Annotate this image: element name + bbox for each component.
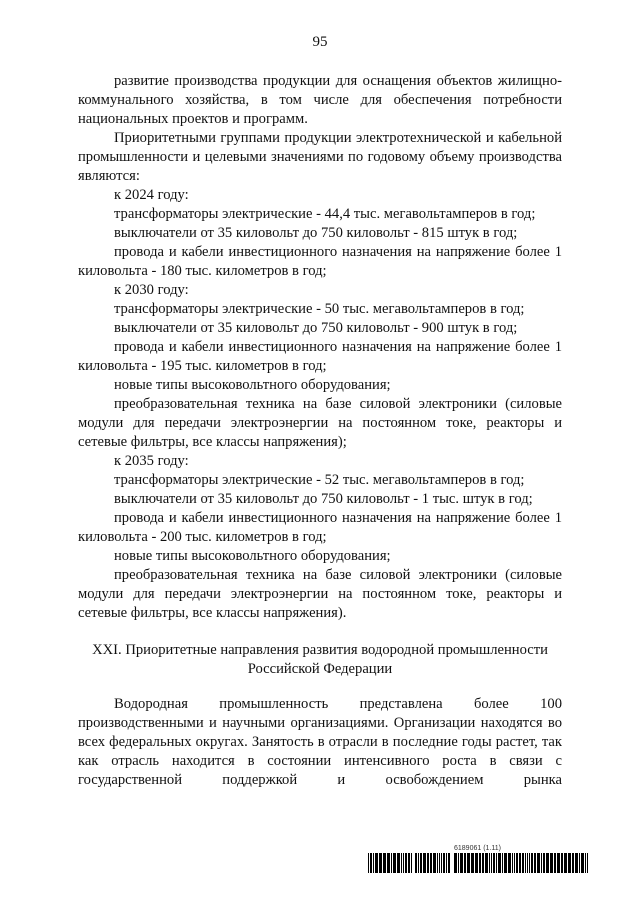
paragraph-priority-groups: Приоритетными группами продукции электротехнической и кабельной промышленности и целевыми значениями по годовому объему производства являются: xyxy=(78,130,562,184)
list-item-2030-hv-equipment: новые типы высоковольтного оборудования; xyxy=(114,377,391,393)
list-item-2024-cables: провода и кабели инвестиционного назначения на напряжение более 1 киловольта - 180 тыс. километров в год; xyxy=(78,244,562,279)
barcode-image xyxy=(366,853,588,873)
list-item-2024-switches: выключатели от 35 киловольт до 750 киловольт - 815 штук в год; xyxy=(114,225,518,241)
list-item-2035-transformers: трансформаторы электрические - 52 тыс. мегавольтамперов в год; xyxy=(114,472,525,488)
list-item-2030-transformers: трансформаторы электрические - 50 тыс. мегавольтамперов в год; xyxy=(114,301,525,317)
paragraph-hydrogen-industry: Водородная промышленность представлена более 100 производственными и научными организациями. Организации находятся во всех федеральных округах. Занятость в отрасли в последние годы растет, так как отрасль находится в состоянии интенсивного роста в связи с государственной поддержкой и освобождением рынка xyxy=(78,696,562,788)
list-item-2030-power-electronics: преобразовательная техника на базе силовой электроники (силовые модули для передачи электроэнергии на постоянном токе, реакторы и сетевые фильтры, все классы напряжения); xyxy=(78,396,562,450)
list-item-2035-hv-equipment: новые типы высоковольтного оборудования; xyxy=(114,548,391,564)
list-item-2024-heading: к 2024 году: xyxy=(114,187,189,203)
list-item-2035-cables: провода и кабели инвестиционного назначения на напряжение более 1 киловольта - 200 тыс. километров в год; xyxy=(78,510,562,545)
page-number: 95 xyxy=(312,34,328,50)
list-item-2030-heading: к 2030 году: xyxy=(114,282,189,298)
paragraph-production-development: развитие производства продукции для оснащения объектов жилищно-коммунального хозяйства, в том числе для обеспечения потребности национальных проектов и программ. xyxy=(78,73,562,127)
list-item-2035-power-electronics: преобразовательная техника на базе силовой электроники (силовые модули для передачи электроэнергии на постоянном токе, реакторы и сетевые фильтры, все классы напряжения). xyxy=(78,567,562,621)
list-item-2030-cables: провода и кабели инвестиционного назначения на напряжение более 1 киловольта - 195 тыс. километров в год; xyxy=(78,339,562,374)
section-heading xyxy=(78,641,562,679)
section-heading-line-2: Российской Федерации xyxy=(247,661,393,677)
list-item-2024-transformers: трансформаторы электрические - 44,4 тыс. мегавольтамперов в год; xyxy=(114,206,536,222)
list-item-2030-switches: выключатели от 35 киловольт до 750 киловольт - 900 штук в год; xyxy=(114,320,518,336)
document-code: 6189061 (1.11) xyxy=(454,845,501,852)
document-body xyxy=(78,72,562,790)
list-item-2035-switches: выключатели от 35 киловольт до 750 киловольт - 1 тыс. штук в год; xyxy=(114,491,533,507)
list-item-2035-heading: к 2035 году: xyxy=(114,453,189,469)
section-heading-line-1: XXI. Приоритетные направления развития водородной промышленности xyxy=(92,642,548,658)
